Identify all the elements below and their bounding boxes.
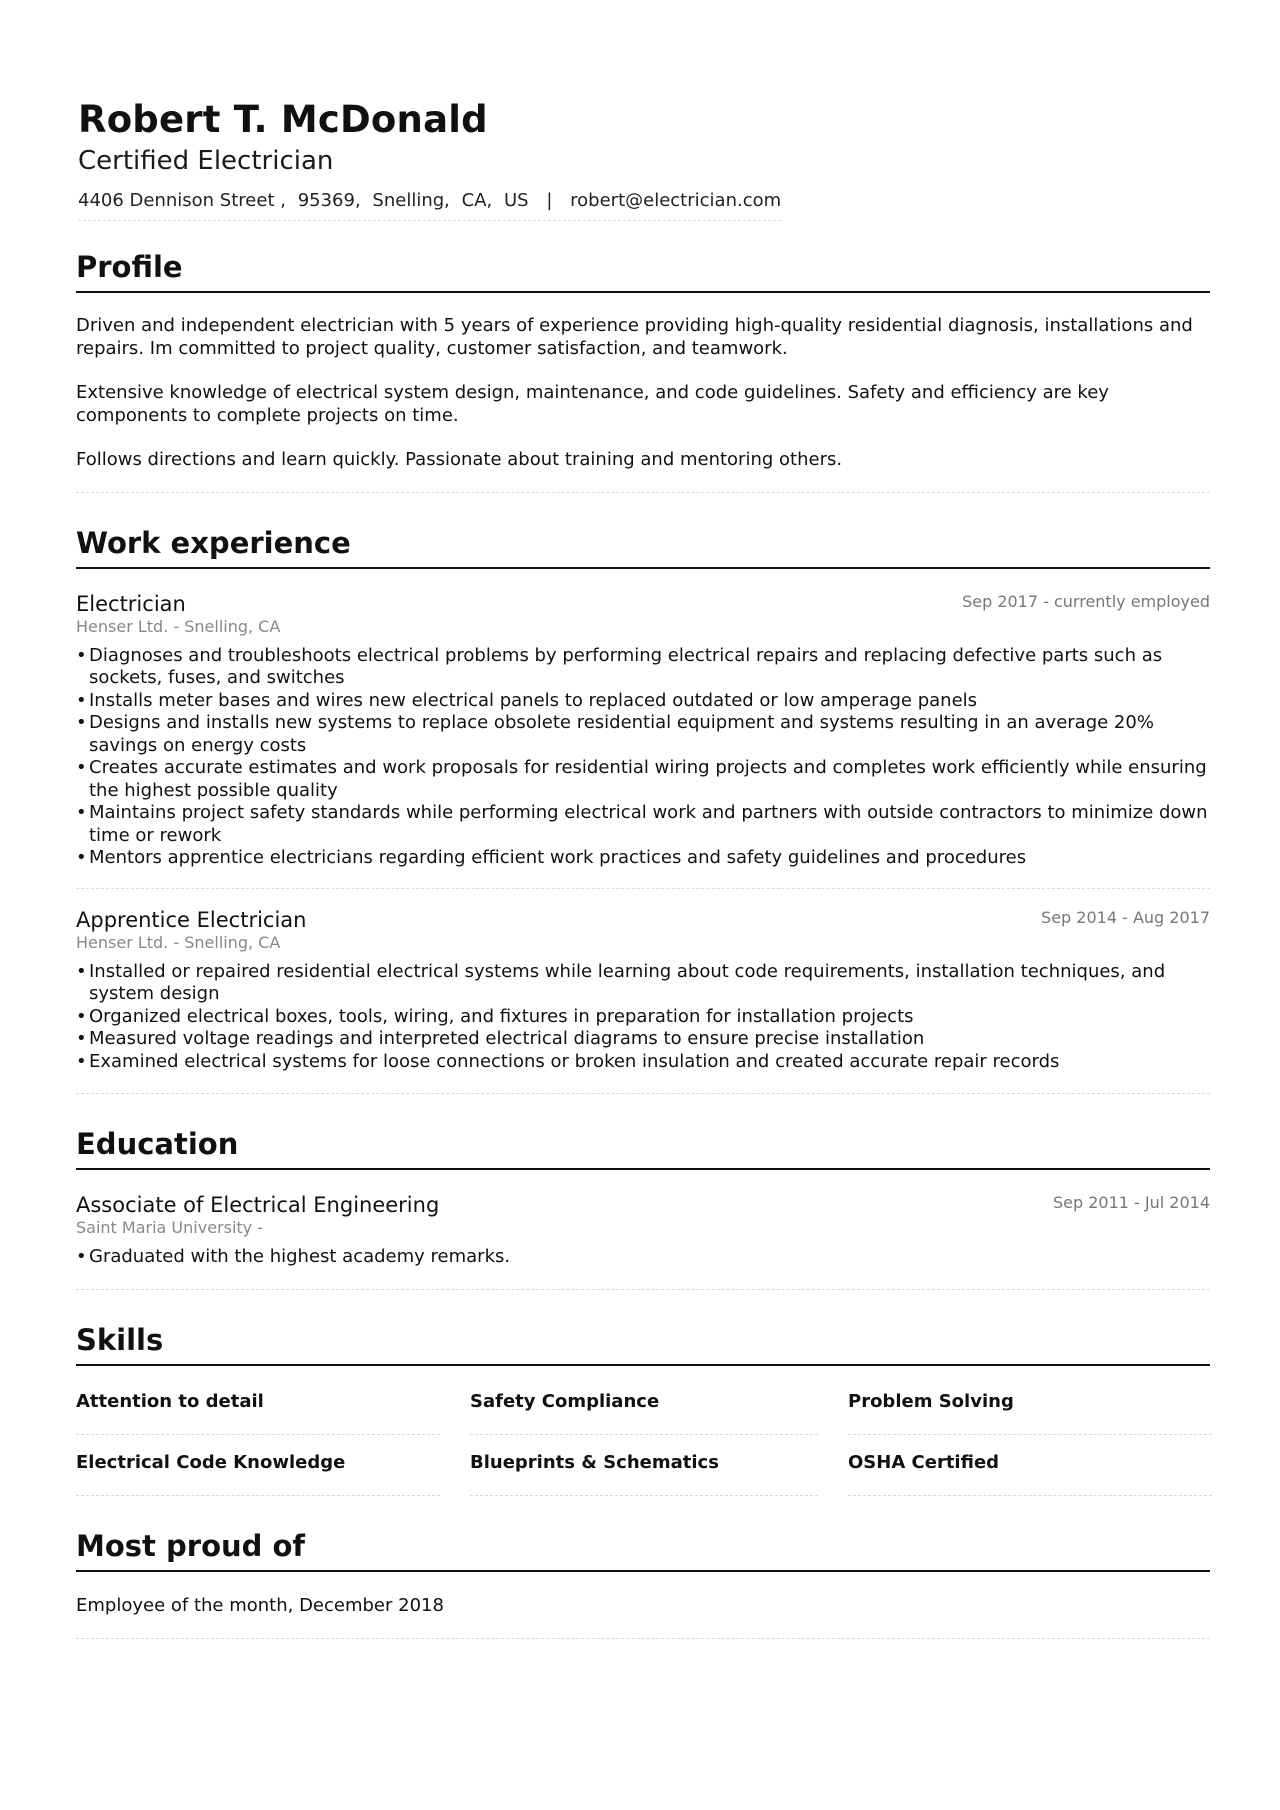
skill-item: Problem Solving bbox=[848, 1374, 1212, 1435]
resume-page bbox=[76, 96, 1210, 1639]
job-bullet: • Measured voltage readings and interpreted electrical diagrams to ensure precise installation bbox=[76, 1028, 1210, 1051]
profile-paragraph: Driven and independent electrician with 5 years of experience providing high-quality residential diagnosis, installations and repairs. Im committed to project quality, customer satisfaction, and teamwork. bbox=[76, 315, 1193, 359]
job-bullet: • Installed or repaired residential electrical systems while learning about code requirements, installation techniques, and system design bbox=[76, 961, 1210, 1006]
skills-section bbox=[76, 1320, 1210, 1496]
proud-section bbox=[76, 1526, 1210, 1639]
contact-zip: 95369 bbox=[297, 190, 355, 211]
job-company: Henser Ltd. - Snelling, CA bbox=[76, 616, 281, 636]
resume-header bbox=[76, 96, 1210, 221]
job-bullet: • Installs meter bases and wires new electrical panels to replaced outdated or low amperage panels bbox=[76, 690, 1210, 713]
candidate-name: Robert T. McDonald bbox=[78, 98, 488, 141]
job-bullet: • Designs and installs new systems to replace obsolete residential equipment and systems resulting in an average 20% savings on energy costs bbox=[76, 712, 1210, 757]
job-company: Henser Ltd. - Snelling, CA bbox=[76, 932, 281, 952]
skills-heading: Skills bbox=[76, 1320, 1210, 1366]
contact-email[interactable]: robert@electrician.com bbox=[570, 190, 782, 211]
job-title: Apprentice Electrician bbox=[76, 907, 307, 932]
skills-body bbox=[76, 1366, 1210, 1496]
proud-text: Employee of the month, December 2018 bbox=[76, 1594, 444, 1616]
skill-item: Safety Compliance bbox=[470, 1374, 818, 1435]
work-body bbox=[76, 569, 1210, 1095]
skill-item: Electrical Code Knowledge bbox=[76, 1435, 440, 1496]
school-name: Saint Maria University - bbox=[76, 1218, 263, 1237]
education-bullet: • Graduated with the highest academy remarks. bbox=[76, 1246, 1210, 1269]
education-entry bbox=[76, 1192, 1210, 1269]
job-bullets bbox=[76, 645, 1210, 870]
job-bullet: • Maintains project safety standards while performing electrical work and partners with outside contractors to minimize down time or rework bbox=[76, 802, 1210, 847]
education-dates: Sep 2011 - Jul 2014 bbox=[1052, 1193, 1210, 1212]
profile-paragraph: Extensive knowledge of electrical system design, maintenance, and code guidelines. Safety and efficiency are key components to complete projects on time. bbox=[76, 382, 1109, 426]
job-entry bbox=[76, 591, 1210, 889]
profile-body bbox=[76, 293, 1210, 493]
work-section bbox=[76, 523, 1210, 1095]
work-heading: Work experience bbox=[76, 523, 1210, 569]
contact-street: 4406 Dennison Street bbox=[78, 190, 275, 211]
education-heading: Education bbox=[76, 1124, 1210, 1170]
profile-paragraph: Follows directions and learn quickly. Passionate about training and mentoring others. bbox=[76, 449, 843, 470]
profile-section bbox=[76, 247, 1210, 493]
contact-line: 4406 Dennison Street , 95369, Snelling, CA, US | robert@electrician.com bbox=[78, 188, 781, 221]
job-bullet: • Organized electrical boxes, tools, wiring, and fixtures in preparation for installation projects bbox=[76, 1006, 1210, 1029]
job-bullet: • Creates accurate estimates and work proposals for residential wiring projects and completes work efficiently while ensuring the highest possible quality bbox=[76, 757, 1210, 802]
contact-state: CA bbox=[461, 190, 487, 211]
job-bullets bbox=[76, 961, 1210, 1074]
education-body bbox=[76, 1170, 1210, 1290]
candidate-title: Certified Electrician bbox=[78, 146, 334, 176]
job-title: Electrician bbox=[76, 591, 186, 616]
skill-item: Blueprints & Schematics bbox=[470, 1435, 818, 1496]
job-entry bbox=[76, 907, 1210, 1074]
job-bullet: • Diagnoses and troubleshoots electrical problems by performing electrical repairs and replacing defective parts such as sockets, fuses, and switches bbox=[76, 645, 1210, 690]
contact-country: US bbox=[504, 190, 529, 211]
education-bullets bbox=[76, 1246, 1210, 1269]
proud-heading: Most proud of bbox=[76, 1526, 1210, 1572]
job-bullet: • Examined electrical systems for loose connections or broken insulation and created accurate repair records bbox=[76, 1051, 1210, 1074]
job-bullet: • Mentors apprentice electricians regarding efficient work practices and safety guidelines and procedures bbox=[76, 847, 1210, 870]
degree-title: Associate of Electrical Engineering bbox=[76, 1193, 440, 1217]
skills-grid bbox=[76, 1374, 1210, 1496]
skill-item: OSHA Certified bbox=[848, 1435, 1212, 1496]
job-dates: Sep 2017 - currently employed bbox=[962, 591, 1210, 611]
profile-heading: Profile bbox=[76, 247, 1210, 293]
proud-body bbox=[76, 1572, 1210, 1639]
job-dates: Sep 2014 - Aug 2017 bbox=[1041, 907, 1210, 927]
skill-item: Attention to detail bbox=[76, 1374, 440, 1435]
contact-city: Snelling bbox=[372, 190, 445, 211]
education-section bbox=[76, 1124, 1210, 1290]
